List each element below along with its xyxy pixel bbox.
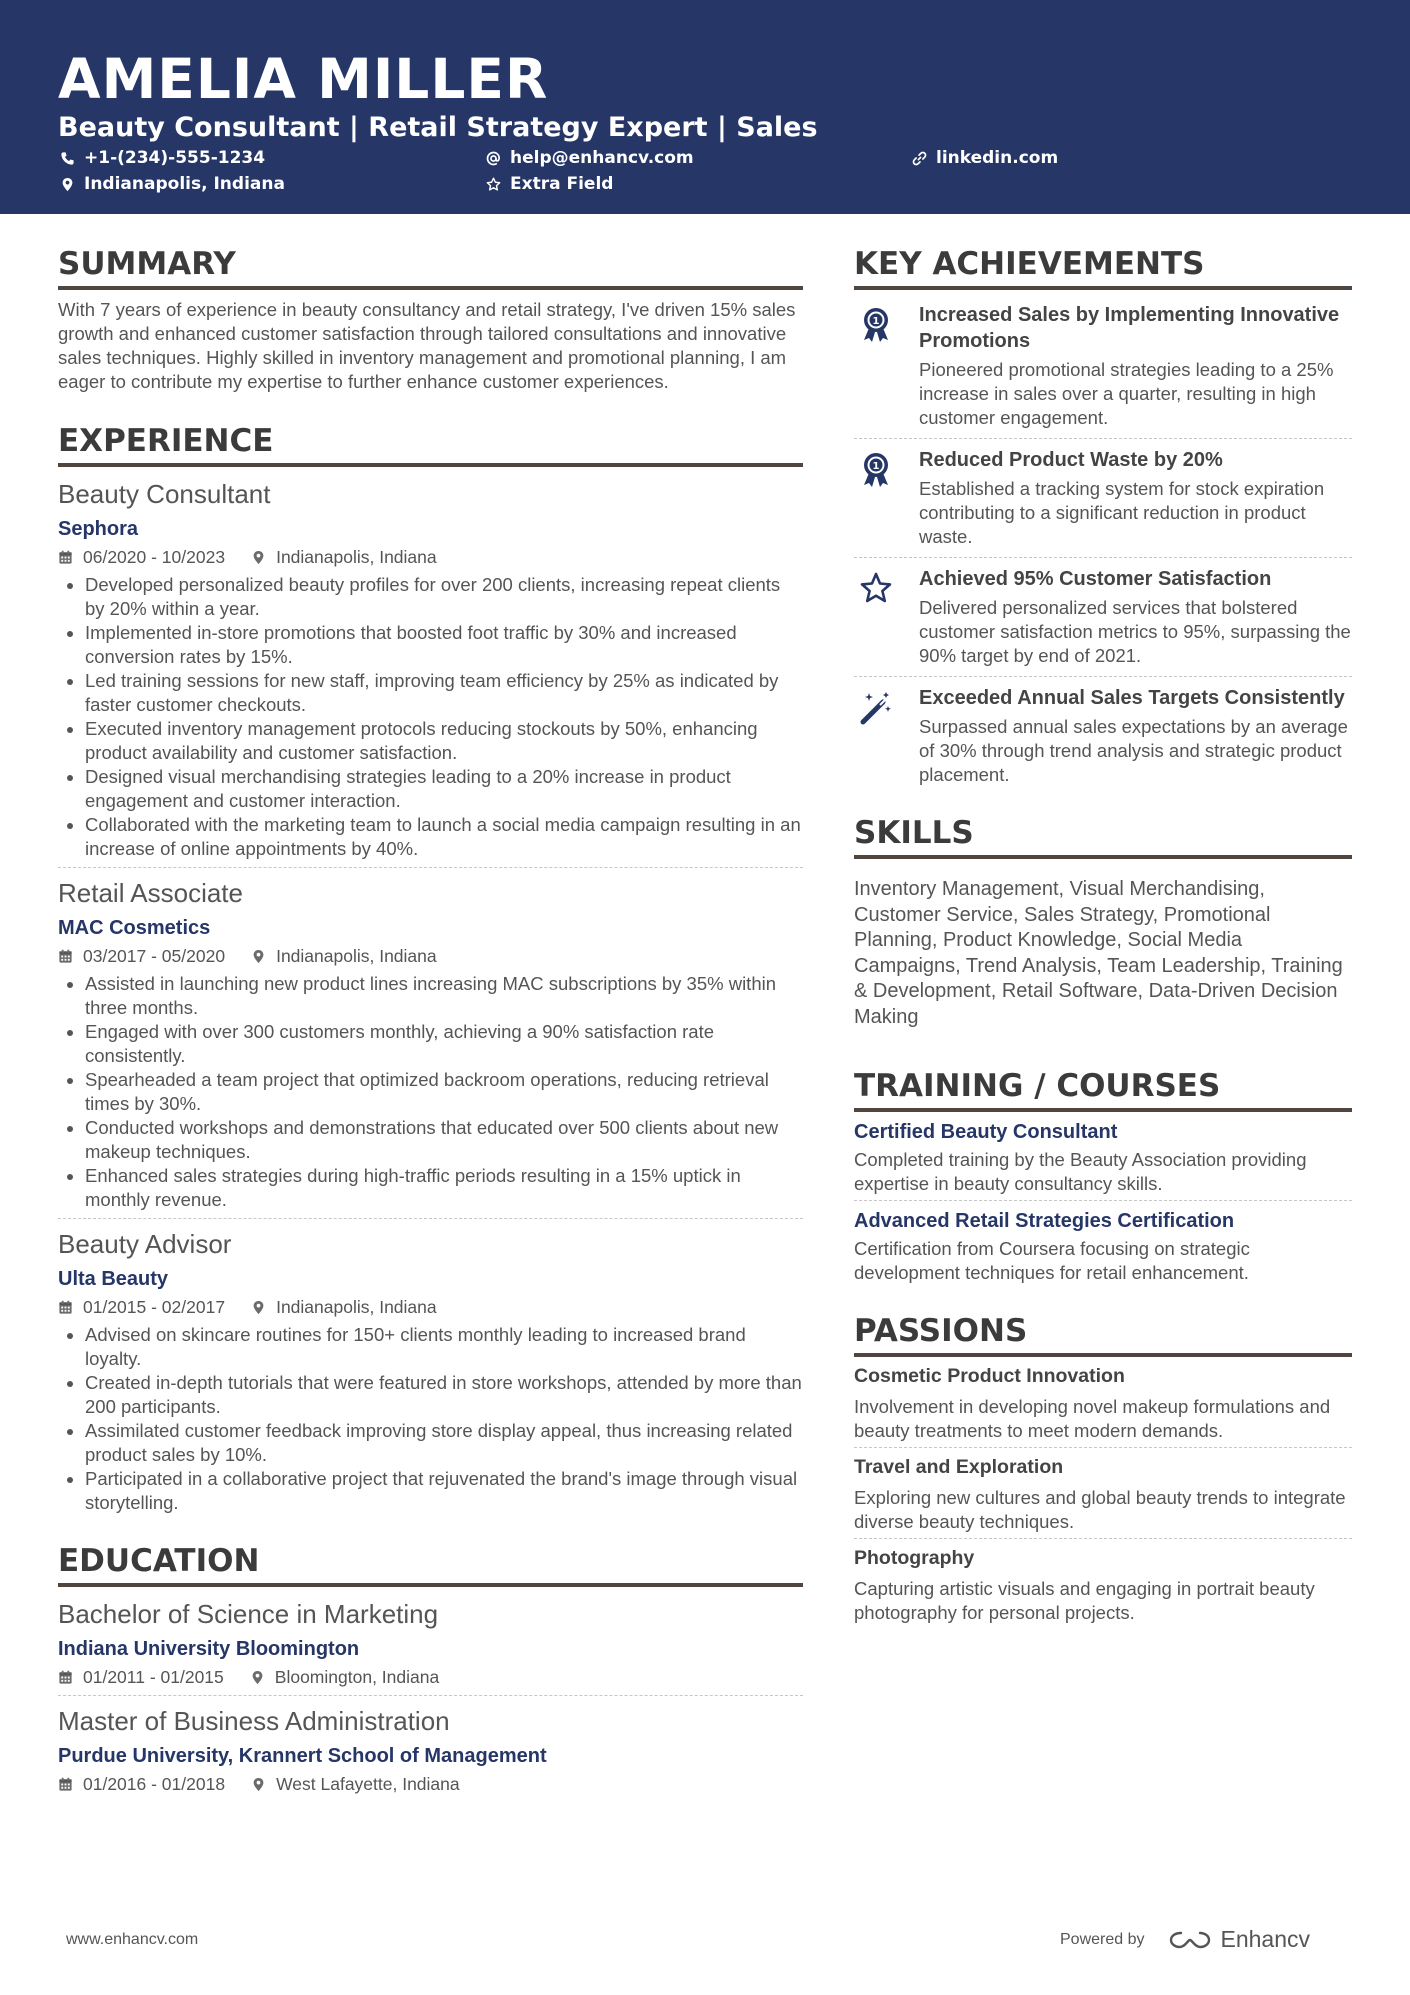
achievements-heading: KEY ACHIEVEMENTS [854, 244, 1352, 290]
job-meta [58, 944, 803, 968]
passion-desc: Involvement in developing novel makeup formulations and beauty treatments to meet modern demands. [854, 1396, 1331, 1441]
contact-location [60, 172, 285, 196]
job-company: MAC Cosmetics [58, 917, 211, 939]
job-dates: 03/2017 - 05/2020 [83, 946, 226, 966]
education-school: Indiana University Bloomington [58, 1638, 360, 1660]
left-column [58, 244, 803, 1796]
location-pin-icon [250, 1670, 265, 1685]
job-bullet: • Assisted in launching new product lines increasing MAC subscriptions by 35% within three months. [85, 972, 803, 1020]
job-bullet: • Executed inventory management protocols reducing stockouts by 50%, enhancing product availability and customer satisfaction. [85, 717, 803, 765]
job-role: Retail Associate [58, 878, 243, 908]
training-item [854, 1118, 1352, 1196]
training-desc: Completed training by the Beauty Association providing expertise in beauty consultancy skills. [854, 1149, 1307, 1194]
education-location-text: West Lafayette, Indiana [276, 1774, 460, 1794]
passion-title: Photography [854, 1547, 975, 1569]
contact-extra [486, 172, 613, 196]
job-bullet: • Assimilated customer feedback improving store display appeal, thus increasing related product sales by 10%. [85, 1419, 803, 1467]
passion-desc: Capturing artistic visuals and engaging in portrait beauty photography for personal projects. [854, 1578, 1315, 1623]
experience-item [58, 477, 803, 861]
education-degree: Bachelor of Science in Marketing [58, 1599, 439, 1629]
location-pin-icon [251, 1300, 266, 1315]
phone-text: +1-(234)-555-1234 [84, 148, 266, 168]
contact-phone[interactable] [60, 146, 265, 170]
job-bullet: • Collaborated with the marketing team to launch a social media campaign resulting in an increase of online appointments by 40%. [85, 813, 803, 861]
job-dates: 06/2020 - 10/2023 [83, 547, 226, 567]
location-pin-icon [60, 177, 75, 192]
calendar-icon [58, 550, 73, 565]
job-meta [58, 545, 803, 569]
achievement-item [854, 439, 1352, 557]
job-bullet: • Advised on skincare routines for 150+ clients monthly leading to increased brand loyalty. [85, 1323, 803, 1371]
job-role: Beauty Advisor [58, 1229, 232, 1259]
training-item [854, 1207, 1352, 1285]
education-heading: EDUCATION [58, 1541, 803, 1587]
job-dates: 01/2015 - 02/2017 [83, 1297, 226, 1317]
job-bullet: • Designed visual merchandising strategies leading to a 20% increase in product engagement and customer interaction. [85, 765, 803, 813]
calendar-icon [58, 1670, 73, 1685]
linkedin-text: linkedin.com [936, 148, 1059, 168]
brand-name: Enhancv [1220, 1926, 1311, 1952]
summary-text: With 7 years of experience in beauty consultancy and retail strategy, I've driven 15% sales growth and enhanced customer satisfaction through tailored consultations and innovative sales techniques. Highly skilled in inventory management and promotional planning, I am eager to contribute my expertise to further enhance customer experiences. [58, 299, 796, 392]
achievement-title: Reduced Product Waste by 20% [919, 449, 1223, 471]
job-bullet: • Participated in a collaborative project that rejuvenated the brand's image through visual storytelling. [85, 1467, 803, 1515]
summary-heading: SUMMARY [58, 244, 803, 290]
calendar-icon [58, 949, 73, 964]
footer-branding [1060, 1926, 1310, 1953]
phone-icon [60, 151, 75, 166]
education-item [58, 1704, 803, 1796]
divider [58, 867, 803, 868]
star-icon [859, 570, 893, 608]
email-text: help@enhancv.com [510, 148, 694, 168]
divider [854, 1538, 1352, 1539]
job-company: Ulta Beauty [58, 1268, 169, 1290]
calendar-icon [58, 1300, 73, 1315]
education-location-text: Bloomington, Indiana [274, 1667, 440, 1687]
location-pin-icon [251, 1777, 266, 1792]
job-bullet: • Conducted workshops and demonstrations that educated over 500 clients about new makeup techniques. [85, 1116, 803, 1164]
at-sign-icon [486, 151, 501, 166]
education-location [250, 1665, 439, 1689]
achievement-item [854, 294, 1352, 438]
job-location-text: Indianapolis, Indiana [276, 1297, 437, 1317]
job-location [251, 545, 437, 569]
passion-desc: Exploring new cultures and global beauty trends to integrate diverse beauty techniques. [854, 1487, 1346, 1532]
contact-email[interactable] [486, 146, 694, 170]
job-bullet: • Created in-depth tutorials that were featured in store workshops, attended by more than 200 participants. [85, 1371, 803, 1419]
achievement-desc: Delivered personalized services that bolstered customer satisfaction metrics to 95%, surpassing the 90% target by end of 2021. [919, 597, 1351, 666]
location-pin-icon [251, 550, 266, 565]
experience-item [58, 1227, 803, 1515]
skills-text: Inventory Management, Visual Merchandising, Customer Service, Sales Strategy, Promotional Planning, Product Knowledge, Social Media Campaigns, Trend Analysis, Team Leadership, Training & Development, Retail Software, Data-Driven Decision Making [854, 878, 1343, 1028]
location-pin-icon [251, 949, 266, 964]
education-school: Purdue University, Krannert School of Management [58, 1745, 547, 1767]
job-bullet: • Led training sessions for new staff, improving team efficiency by 25% as indicated by faster customer checkouts. [85, 669, 803, 717]
skills-heading: SKILLS [854, 813, 1352, 859]
contact-linkedin[interactable] [912, 146, 1058, 170]
education-dates: 01/2011 - 01/2015 [83, 1667, 224, 1687]
powered-by-text: Powered by [1060, 1930, 1145, 1948]
divider [854, 1200, 1352, 1201]
star-outline-icon [486, 177, 501, 192]
location-text: Indianapolis, Indiana [84, 174, 285, 194]
education-location [251, 1772, 460, 1796]
job-bullet: • Engaged with over 300 customers monthly, achieving a 90% satisfaction rate consistently. [85, 1020, 803, 1068]
resume-header [0, 0, 1410, 214]
award-ribbon-icon [859, 451, 893, 489]
education-meta [58, 1772, 803, 1796]
experience-item [58, 876, 803, 1212]
achievement-desc: Surpassed annual sales expectations by an average of 30% through trend analysis and strategic product placement. [919, 716, 1348, 785]
job-bullet: • Spearheaded a team project that optimized backroom operations, reducing retrieval times by 30%. [85, 1068, 803, 1116]
job-location [251, 944, 437, 968]
enhancv-logo-icon [1167, 1928, 1213, 1952]
job-bullet: • Implemented in-store promotions that boosted foot traffic by 30% and increased conversion rates by 15%. [85, 621, 803, 669]
candidate-headline: Beauty Consultant | Retail Strategy Expert | Sales [58, 112, 818, 143]
job-role: Beauty Consultant [58, 479, 271, 509]
magic-wand-icon [859, 689, 893, 727]
education-degree: Master of Business Administration [58, 1706, 450, 1736]
job-bullet: • Enhanced sales strategies during high-traffic periods resulting in a 15% uptick in monthly revenue. [85, 1164, 803, 1212]
job-bullets [58, 972, 803, 1212]
passion-title: Cosmetic Product Innovation [854, 1365, 1125, 1387]
achievement-title: Exceeded Annual Sales Targets Consistently [919, 687, 1345, 709]
passions-heading: PASSIONS [854, 1311, 1352, 1357]
job-bullets [58, 573, 803, 861]
divider [854, 1447, 1352, 1448]
job-location-text: Indianapolis, Indiana [276, 547, 437, 567]
job-bullet: • Developed personalized beauty profiles for over 200 clients, increasing repeat clients by 20% within a year. [85, 573, 803, 621]
enhancv-logo[interactable] [1167, 1926, 1311, 1953]
training-desc: Certification from Coursera focusing on strategic development techniques for retail enhancement. [854, 1238, 1250, 1283]
divider [58, 1695, 803, 1696]
passion-item [854, 1545, 1352, 1625]
achievement-desc: Pioneered promotional strategies leading to a 25% increase in sales over a quarter, resulting in high customer engagement. [919, 359, 1334, 428]
training-title: Advanced Retail Strategies Certification [854, 1210, 1235, 1232]
achievement-desc: Established a tracking system for stock expiration contributing to a significant reduction in product waste. [919, 478, 1325, 547]
achievement-item [854, 677, 1352, 795]
education-dates: 01/2016 - 01/2018 [83, 1774, 226, 1794]
education-item [58, 1597, 803, 1689]
footer-website-link[interactable]: www.enhancv.com [66, 1931, 199, 1948]
achievement-title: Increased Sales by Implementing Innovative Promotions [919, 304, 1340, 352]
training-title: Certified Beauty Consultant [854, 1121, 1118, 1143]
award-ribbon-icon [859, 306, 893, 344]
calendar-icon [58, 1777, 73, 1792]
right-column [854, 244, 1352, 1625]
divider [58, 1218, 803, 1219]
training-heading: TRAINING / COURSES [854, 1066, 1352, 1112]
extra-field-text: Extra Field [510, 174, 614, 194]
job-company: Sephora [58, 518, 139, 540]
job-bullets [58, 1323, 803, 1515]
passion-item [854, 1454, 1352, 1534]
education-meta [58, 1665, 803, 1689]
passion-item [854, 1363, 1352, 1443]
candidate-name: AMELIA MILLER [58, 47, 549, 111]
svg-text:1: 1 [872, 461, 880, 472]
experience-heading: EXPERIENCE [58, 421, 803, 467]
achievement-title: Achieved 95% Customer Satisfaction [919, 568, 1272, 590]
job-meta [58, 1295, 803, 1319]
link-icon [912, 151, 927, 166]
job-location-text: Indianapolis, Indiana [276, 946, 437, 966]
achievement-item [854, 558, 1352, 676]
svg-text:1: 1 [872, 316, 880, 327]
passion-title: Travel and Exploration [854, 1456, 1064, 1478]
job-location [251, 1295, 437, 1319]
